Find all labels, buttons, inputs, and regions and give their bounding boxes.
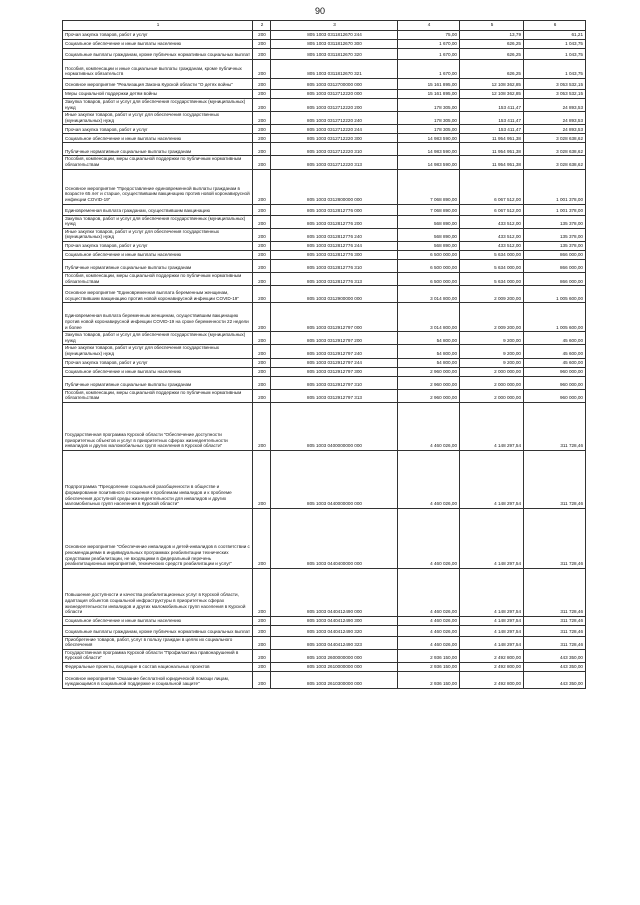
row-executed-cell: 2 009 200,00 [460,286,524,303]
table-row [63,99,586,112]
row-name-cell: Основное мероприятие "Реализация Закона Курской области "О детях войны" [63,79,253,90]
row-remaining-cell: 1 005 600,00 [524,286,586,303]
row-remaining-cell: 45 600,00 [524,345,586,358]
row-code-cell: 200 [253,272,271,285]
row-executed-cell: 433 512,00 [460,241,524,250]
row-approved-cell: 2 936 150,00 [398,672,460,689]
row-remaining-cell: 311 728,46 [524,450,586,508]
row-executed-cell: 2 492 800,00 [460,672,524,689]
row-executed-cell: 626,25 [460,49,524,60]
row-executed-cell: 5 634 000,00 [460,272,524,285]
row-executed-cell: 153 411,47 [460,125,524,134]
row-code-cell: 200 [253,303,271,332]
row-remaining-cell: 443 350,00 [524,649,586,662]
row-classification-cell: 805 1003 0312712220 310 [271,143,398,156]
row-code-cell: 200 [253,49,271,60]
row-executed-cell: 9 200,00 [460,345,524,358]
row-executed-cell: 2 000 000,00 [460,389,524,402]
row-name-cell: Государственная программа Курской области "Профилактика правонарушений в Курской области" [63,649,253,662]
row-code-cell: 200 [253,60,271,79]
row-approved-cell: 2 960 000,00 [398,367,460,376]
table-row [63,303,586,332]
row-approved-cell: 568 890,00 [398,215,460,228]
row-approved-cell: 6 500 000,00 [398,272,460,285]
row-code-cell: 200 [253,636,271,649]
row-executed-cell: 4 148 297,54 [460,508,524,568]
table-row [63,286,586,303]
row-name-cell: Повышение доступности и качества реабилитационных услуг в Курской области, адаптация объектов социальной инфраструктуры в приоритетных сферах жизнедеятельности инвалидов и других маломобильных групп населения в Курской области [63,568,253,616]
row-remaining-cell: 311 728,46 [524,402,586,450]
row-name-cell: Социальное обеспечение и иные выплаты населению [63,250,253,259]
row-executed-cell: 153 411,47 [460,99,524,112]
row-executed-cell: 11 954 951,38 [460,143,524,156]
table-row [63,228,586,241]
row-classification-cell: 805 1003 0311812670 321 [271,60,398,79]
row-remaining-cell: 1 005 600,00 [524,303,586,332]
page-number: 90 [314,6,325,16]
row-classification-cell: 805 1003 0312712220 244 [271,125,398,134]
row-name-cell: Социальное обеспечение и иные выплаты населению [63,134,253,143]
row-executed-cell: 11 954 951,38 [460,156,524,169]
table-row [63,90,586,99]
row-approved-cell: 4 460 026,00 [398,508,460,568]
row-name-cell: Прочая закупка товаров, работ и услуг [63,125,253,134]
row-name-cell: Единовременная выплата беременным женщинам, осуществившим вакцинацию против новой коронавирусной инфекции COVID-19 на сроке беременности 22 недели и более [63,303,253,332]
table-row [63,134,586,143]
row-name-cell: Основное мероприятие "Обеспечение инвалидов и детей-инвалидов в соответствии с рекомендациями в индивидуальных программах реабилитации технических средствами реабилитации, не входящими в федеральный перечень реабилитационных мероприятий, технических средств реабилитации и услуг" [63,508,253,568]
row-executed-cell: 626,25 [460,40,524,49]
row-classification-cell: 805 1003 0312712220 300 [271,134,398,143]
row-classification-cell: 805 1003 0440412490 000 [271,568,398,616]
row-executed-cell: 153 411,47 [460,112,524,125]
row-classification-cell: 805 1003 2610000000 000 [271,663,398,672]
row-name-cell: Публичные нормативные социальные выплаты гражданам [63,376,253,389]
row-classification-cell: 805 1003 0312812776 200 [271,215,398,228]
row-classification-cell: 805 1003 2600000000 000 [271,649,398,662]
row-executed-cell: 5 634 000,00 [460,259,524,272]
table-row [63,125,586,134]
row-name-cell: Пособия, компенсации, меры социальной поддержки по публичным нормативным обязательствам [63,389,253,402]
row-name-cell: Социальное обеспечение и иные выплаты населению [63,40,253,49]
row-classification-cell: 805 1003 0400000000 000 [271,402,398,450]
table-row [63,60,586,79]
row-name-cell: Пособия, компенсации и иные социальные выплаты гражданам, кроме публичных нормативных обязательств [63,60,253,79]
row-approved-cell: 14 983 590,00 [398,134,460,143]
row-name-cell: Меры социальной поддержки детям войны [63,90,253,99]
row-executed-cell: 4 148 297,54 [460,636,524,649]
row-remaining-cell: 1 043,75 [524,49,586,60]
row-code-cell: 200 [253,241,271,250]
row-remaining-cell: 960 000,00 [524,376,586,389]
row-remaining-cell: 24 893,53 [524,112,586,125]
row-code-cell: 200 [253,625,271,636]
row-executed-cell: 4 148 297,54 [460,616,524,625]
row-executed-cell: 433 512,00 [460,228,524,241]
row-executed-cell: 2 009 200,00 [460,303,524,332]
row-code-cell: 200 [253,332,271,345]
table-row [63,241,586,250]
table-row [63,663,586,672]
table-row [63,169,586,204]
row-classification-cell: 805 1003 0312812776 244 [271,241,398,250]
row-code-cell: 200 [253,259,271,272]
row-classification-cell: 805 1003 0440400000 000 [271,508,398,568]
row-remaining-cell: 3 053 532,15 [524,79,586,90]
row-remaining-cell: 24 893,53 [524,99,586,112]
row-executed-cell: 5 634 000,00 [460,250,524,259]
row-classification-cell: 805 1003 0312812776 240 [271,228,398,241]
row-approved-cell: 2 936 150,00 [398,663,460,672]
row-approved-cell: 7 068 890,00 [398,169,460,204]
row-code-cell: 200 [253,31,271,40]
row-code-cell: 200 [253,228,271,241]
row-classification-cell: 805 1003 0312812776 313 [271,272,398,285]
row-approved-cell: 75,00 [398,31,460,40]
row-classification-cell: 805 1003 0312712220 240 [271,112,398,125]
row-name-cell: Социальное обеспечение и иные выплаты населению [63,616,253,625]
row-name-cell: Иные закупки товаров, работ и услуг для обеспечения государственных (муниципальных) нужд [63,112,253,125]
row-remaining-cell: 45 600,00 [524,332,586,345]
row-remaining-cell: 1 001 378,00 [524,204,586,215]
row-code-cell: 200 [253,345,271,358]
row-executed-cell: 626,25 [460,60,524,79]
row-executed-cell: 6 067 512,00 [460,204,524,215]
header-cell: 6 [524,21,586,31]
row-code-cell: 200 [253,389,271,402]
table-row [63,156,586,169]
row-approved-cell: 1 670,00 [398,60,460,79]
row-name-cell: Закупка товаров, работ и услуг для обеспечения государственных (муниципальных) нужд [63,99,253,112]
row-approved-cell: 7 068 890,00 [398,204,460,215]
table-row [63,345,586,358]
row-approved-cell: 4 460 026,00 [398,450,460,508]
row-executed-cell: 4 148 297,54 [460,625,524,636]
row-approved-cell: 6 500 000,00 [398,250,460,259]
row-remaining-cell: 960 000,00 [524,367,586,376]
table-row [63,367,586,376]
row-approved-cell: 178 305,00 [398,99,460,112]
row-executed-cell: 13,79 [460,31,524,40]
row-approved-cell: 1 670,00 [398,49,460,60]
row-executed-cell: 2 000 000,00 [460,367,524,376]
row-remaining-cell: 311 728,46 [524,636,586,649]
row-code-cell: 200 [253,204,271,215]
row-approved-cell: 54 800,00 [398,332,460,345]
row-code-cell: 200 [253,169,271,204]
row-name-cell: Иные закупки товаров, работ и услуг для обеспечения государственных (муниципальных) нужд [63,228,253,241]
row-name-cell: Прочая закупка товаров, работ и услуг [63,241,253,250]
row-executed-cell: 9 200,00 [460,358,524,367]
row-name-cell: Пособия, компенсации, меры социальной поддержки по публичным нормативным обязательствам [63,272,253,285]
row-approved-cell: 4 460 026,00 [398,636,460,649]
row-code-cell: 200 [253,649,271,662]
row-code-cell: 200 [253,402,271,450]
row-classification-cell: 805 1003 0312912797 200 [271,332,398,345]
row-remaining-cell: 135 378,00 [524,241,586,250]
row-executed-cell: 2 000 000,00 [460,376,524,389]
row-classification-cell: 805 1003 0440412490 323 [271,636,398,649]
header-cell: 5 [460,21,524,31]
row-remaining-cell: 443 350,00 [524,663,586,672]
row-code-cell: 200 [253,90,271,99]
row-code-cell: 200 [253,358,271,367]
row-remaining-cell: 1 001 378,00 [524,169,586,204]
row-classification-cell: 805 1003 0440000000 000 [271,450,398,508]
row-approved-cell: 14 983 590,00 [398,156,460,169]
row-code-cell: 200 [253,508,271,568]
table-row [63,332,586,345]
row-name-cell: Приобретение товаров, работ, услуг в пользу граждан в целях их социального обеспечения [63,636,253,649]
table-row [63,672,586,689]
row-approved-cell: 3 014 800,00 [398,286,460,303]
table-row [63,616,586,625]
row-code-cell: 200 [253,134,271,143]
table-row [63,49,586,60]
table-row [63,636,586,649]
budget-table [62,20,586,689]
row-code-cell: 200 [253,40,271,49]
row-code-cell: 200 [253,616,271,625]
row-name-cell: Прочая закупка товаров, работ и услуг [63,358,253,367]
row-classification-cell: 805 1003 0312912797 000 [271,303,398,332]
row-code-cell: 200 [253,215,271,228]
row-code-cell: 200 [253,79,271,90]
row-executed-cell: 4 148 297,54 [460,450,524,508]
row-executed-cell: 9 200,00 [460,332,524,345]
row-name-cell: Пособия, компенсации, меры социальной поддержки по публичным нормативным обязательствам [63,156,253,169]
table-row [63,143,586,156]
row-name-cell: Основное мероприятие "Единовременная выплата беременным женщинам, осуществившим вакцинацию против новой коронавирусной инфекции COVID-19" [63,286,253,303]
row-classification-cell: 805 1003 0312912797 244 [271,358,398,367]
row-executed-cell: 2 492 800,00 [460,649,524,662]
row-remaining-cell: 3 053 532,15 [524,90,586,99]
header-cell: 1 [63,21,253,31]
row-code-cell: 200 [253,143,271,156]
row-name-cell: Закупка товаров, работ и услуг для обеспечения государственных (муниципальных) нужд [63,215,253,228]
row-remaining-cell: 311 728,46 [524,625,586,636]
row-approved-cell: 14 983 590,00 [398,143,460,156]
table-row [63,31,586,40]
table-row [63,215,586,228]
row-code-cell: 200 [253,286,271,303]
table-row [63,625,586,636]
table-row [63,450,586,508]
row-executed-cell: 11 954 951,38 [460,134,524,143]
row-name-cell: Основное мероприятие "Оказание бесплатной юридической помощи лицам, нуждающимся в социальной поддержке и социальной защите" [63,672,253,689]
table-row [63,389,586,402]
header-cell: 2 [253,21,271,31]
header-cell: 4 [398,21,460,31]
row-approved-cell: 4 460 026,00 [398,568,460,616]
row-remaining-cell: 24 893,53 [524,125,586,134]
row-name-cell: Основное мероприятие "Предоставление единовременной выплаты гражданам в возрасте 65 лет и старше, осуществившим вакцинацию против новой коронавирусной инфекции COVID-19" [63,169,253,204]
row-approved-cell: 178 305,00 [398,125,460,134]
row-executed-cell: 433 512,00 [460,215,524,228]
row-classification-cell: 805 1003 0312900000 000 [271,286,398,303]
row-name-cell: Социальные выплаты гражданам, кроме публичных нормативных социальных выплат [63,49,253,60]
table-row [63,649,586,662]
header-row [63,21,586,31]
row-code-cell: 200 [253,125,271,134]
row-classification-cell: 805 1003 0312712220 000 [271,90,398,99]
row-classification-cell: 805 1003 0311812670 300 [271,40,398,49]
row-classification-cell: 805 1003 0312712220 200 [271,99,398,112]
row-remaining-cell: 960 000,00 [524,389,586,402]
row-name-cell: Иные закупки товаров, работ и услуг для обеспечения государственных (муниципальных) нужд [63,345,253,358]
row-code-cell: 200 [253,663,271,672]
row-remaining-cell: 135 378,00 [524,215,586,228]
table-row [63,358,586,367]
row-code-cell: 200 [253,250,271,259]
table-row [63,402,586,450]
row-classification-cell: 805 1003 0312800000 000 [271,169,398,204]
table-row [63,272,586,285]
row-classification-cell: 805 1003 0312812776 300 [271,250,398,259]
row-executed-cell: 4 148 297,54 [460,402,524,450]
row-executed-cell: 12 108 362,85 [460,90,524,99]
header-cell: 3 [271,21,398,31]
row-remaining-cell: 3 028 638,62 [524,143,586,156]
row-name-cell: Закупка товаров, работ и услуг для обеспечения государственных (муниципальных) нужд [63,332,253,345]
row-approved-cell: 2 960 000,00 [398,376,460,389]
row-approved-cell: 568 890,00 [398,228,460,241]
row-code-cell: 200 [253,568,271,616]
row-name-cell: Прочая закупка товаров, работ и услуг [63,31,253,40]
row-code-cell: 200 [253,450,271,508]
table-row [63,112,586,125]
row-name-cell: Федеральные проекты, входящие в состав национальных проектов [63,663,253,672]
row-approved-cell: 4 460 026,00 [398,402,460,450]
row-classification-cell: 805 1003 0312912797 300 [271,367,398,376]
row-remaining-cell: 61,21 [524,31,586,40]
row-approved-cell: 6 500 000,00 [398,259,460,272]
row-approved-cell: 15 161 895,00 [398,79,460,90]
row-classification-cell: 805 1003 0312912797 313 [271,389,398,402]
row-executed-cell: 2 492 800,00 [460,663,524,672]
row-remaining-cell: 3 028 638,62 [524,156,586,169]
row-classification-cell: 805 1003 0312700000 000 [271,79,398,90]
table-row [63,259,586,272]
row-approved-cell: 54 800,00 [398,345,460,358]
row-name-cell: Публичные нормативные социальные выплаты гражданам [63,143,253,156]
row-remaining-cell: 311 728,46 [524,568,586,616]
table-row [63,204,586,215]
row-remaining-cell: 1 043,75 [524,40,586,49]
row-approved-cell: 1 670,00 [398,40,460,49]
row-approved-cell: 178 305,00 [398,112,460,125]
table-row [63,508,586,568]
row-remaining-cell: 311 728,46 [524,616,586,625]
row-approved-cell: 2 960 000,00 [398,389,460,402]
row-remaining-cell: 866 000,00 [524,272,586,285]
row-code-cell: 200 [253,99,271,112]
row-code-cell: 200 [253,156,271,169]
row-remaining-cell: 3 028 638,62 [524,134,586,143]
table-row [63,40,586,49]
row-name-cell: Социальные выплаты гражданам, кроме публичных нормативных социальных выплат [63,625,253,636]
row-classification-cell: 805 1003 0312812776 310 [271,259,398,272]
row-remaining-cell: 866 000,00 [524,250,586,259]
row-executed-cell: 4 148 297,54 [460,568,524,616]
row-approved-cell: 15 161 895,00 [398,90,460,99]
table-row [63,250,586,259]
row-remaining-cell: 443 350,00 [524,672,586,689]
row-approved-cell: 2 936 150,00 [398,649,460,662]
row-classification-cell: 805 1003 0312912797 310 [271,376,398,389]
row-remaining-cell: 1 043,75 [524,60,586,79]
table-row [63,568,586,616]
row-name-cell: Социальное обеспечение и иные выплаты населению [63,367,253,376]
table-row [63,79,586,90]
row-remaining-cell: 311 728,46 [524,508,586,568]
row-name-cell: Государственная программа Курской области "Обеспечение доступности приоритетных объектов и услуг в приоритетных сферах жизнедеятельности инвалидов и других маломобильных групп населения в Курской области" [63,402,253,450]
row-name-cell: Публичные нормативные социальные выплаты гражданам [63,259,253,272]
row-executed-cell: 12 108 362,85 [460,79,524,90]
row-approved-cell: 4 460 026,00 [398,616,460,625]
row-classification-cell: 805 1003 0440412490 300 [271,616,398,625]
row-classification-cell: 805 1003 0312712220 313 [271,156,398,169]
row-approved-cell: 54 800,00 [398,358,460,367]
row-code-cell: 200 [253,112,271,125]
row-code-cell: 200 [253,672,271,689]
row-classification-cell: 805 1003 0311812670 244 [271,31,398,40]
row-approved-cell: 568 890,00 [398,241,460,250]
row-remaining-cell: 45 600,00 [524,358,586,367]
row-remaining-cell: 135 378,00 [524,228,586,241]
row-approved-cell: 4 460 026,00 [398,625,460,636]
row-code-cell: 200 [253,376,271,389]
row-classification-cell: 805 1003 0311812670 320 [271,49,398,60]
row-code-cell: 200 [253,367,271,376]
table-body [63,21,586,689]
row-name-cell: Подпрограмма "Преодоление социальной разобщенности в обществе и формирование позитивного отношения к проблемам инвалидов и к проблеме обеспечения доступной среды жизнедеятельности для инвалидов и других маломобильных групп населения в Курской области" [63,450,253,508]
row-classification-cell: 805 1003 0440412490 320 [271,625,398,636]
row-executed-cell: 6 067 512,00 [460,169,524,204]
row-name-cell: Единовременная выплата гражданам, осуществившим вакцинацию [63,204,253,215]
row-classification-cell: 805 1003 2610300000 000 [271,672,398,689]
row-remaining-cell: 866 000,00 [524,259,586,272]
row-classification-cell: 805 1003 0312912797 240 [271,345,398,358]
row-approved-cell: 3 014 800,00 [398,303,460,332]
table-row [63,376,586,389]
row-classification-cell: 805 1003 0312812776 000 [271,204,398,215]
